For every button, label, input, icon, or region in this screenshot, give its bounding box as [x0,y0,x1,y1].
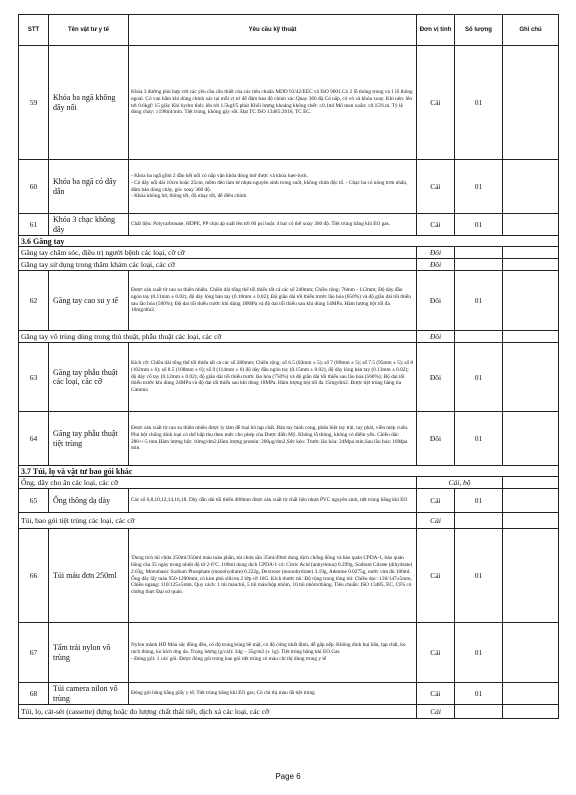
row-spec: Các số 6,8,10,12,14,16,18. Dây dẫn dài tối thiểu 400mm được sản xuất từ chất liệu nhựa PVC nguyên sinh, tiệt trùng bằng khí EO [129,489,417,513]
row-name: Khóa 3 chạc không dây [49,214,129,236]
table-row [19,271,559,331]
header-spec: Yêu cầu kỹ thuật [129,15,417,46]
group-unit: Cái [417,705,455,719]
row-note [503,623,559,683]
row-stt: 60 [19,160,49,214]
section-row [19,236,559,247]
row-unit: Cái [417,623,455,683]
group-label: Túi, lọ, cát-sét (cassette) đựng hoặc đo lượng chất thải tiết, dịch xả các loại, các cỡ [19,705,417,719]
row-unit: Cái [417,46,455,160]
row-stt: 62 [19,271,49,331]
group-unit: Đôi [417,259,455,271]
row-spec: 'Dung tích túi chứa 250ml/350ml máu toàn phần, túi chứa sẵn 35ml/49ml dung dịch chống đông và bảo quản CPDA-1, bảo quản hồng cầu 35 ngày trong nhiệt độ từ 2-6ºC. 100ml dung dịch CPDA-1 có: Citric Acid (anhydrous) 0.299g, Sodium Citrate (dihydrate) 2.63g, Monobasic Sodium Phosphate (monohydrate) 0.222g, Dextrose (monohydrate) 3.19g, Adenine 0.0275g, nước vừa đủ 100ml. Ống dây lấy máu 950-1200mm, có kim phủ silicon 2 lớp cỡ 16G. Kích thước túi: Độ rộng trong lòng túi: Chiều dọc: 136/147±5mm, Chiều ngang: 110/125±5mm. Quy cách: 1 túi máu/túi, 5 túi máu/hộp nhôm, 10 túi nhôm/thùng. Tiêu chuẩn: ISO 13485, EC, CFS có chứng thực Đại sứ quán. [129,529,417,623]
row-spec: Được sản xuất từ cao su thiên nhiên được ly tâm để loại bỏ tạp chất. Bàn tay hình cong, phân biệt tay trái, tay phải, viền mép cuốn. Phủ bột chống dính loại có thể hấp thụ theo mức cho phép của Dược điển Mỹ. Không lỗ thủng, không có điểm yếu. Chiều dài: 280+/-5 mm,Hàm lượng bột: 10mg/dm2,Hàm lượng protein: 200μg/dm2,Sức kéo: Trước lão hóa: 24Mpa min,Sau lão hóa: 18Mpa min. [129,412,417,466]
header-name: Tên vật tư y tế [49,15,129,46]
spec-line: - Đóng gói: 1 cái/ gói. Được đóng gói trong bao gói tiệt trùng có màu chỉ thị dùng trong y tế [131,655,327,662]
supply-spec-table [18,14,559,719]
row-name: Tấm trải nylon vô trùng [49,623,129,683]
header-unit: Đơn vị tính [417,15,455,46]
group-row [19,477,559,489]
row-note [503,412,559,466]
row-spec [129,623,417,683]
row-name: Găng tay cao su y tế [49,271,129,331]
row-spec: Đóng gói bằng bằng giấy y tế; Tiệt trùng bằng khí EO gas; Có chỉ thị màu đã tiệt trùng [129,683,417,705]
table-row [19,623,559,683]
group-row [19,259,559,271]
row-qty: 01 [455,489,503,513]
row-name: Găng tay phẫu thuật tiệt trùng [49,412,129,466]
header-note: Ghi chú [503,15,559,46]
spec-line: - Khóa ba ngã gồm 2 đầu kết nối có nắp vặn khóa đóng mở được và khóa luer-lock. [131,173,309,180]
row-qty: 01 [455,214,503,236]
row-stt: 63 [19,343,49,412]
group-unit: Cái [417,513,455,529]
group-label: Ống, dây cho ăn các loại, các cỡ [19,477,417,489]
row-stt: 59 [19,46,49,160]
row-note [503,214,559,236]
row-name: Túi máu đơn 250ml [49,529,129,623]
group-row [19,513,559,529]
group-label: Găng tay sử dụng trong thăm khám các loại, các cỡ [19,259,417,271]
row-unit: Đôi [417,271,455,331]
row-note [503,271,559,331]
row-note [503,529,559,623]
row-unit: Cái [417,489,455,513]
row-qty: 01 [455,683,503,705]
table-row [19,46,559,160]
row-stt: 67 [19,623,49,683]
group-unit: Đôi [417,247,455,259]
table-row [19,214,559,236]
row-note [503,683,559,705]
section-row [19,466,559,477]
table-row [19,529,559,623]
row-qty: 01 [455,343,503,412]
table-row [19,160,559,214]
row-spec: Chất liệu: Polycarbonate, HDPE, PP chịu áp suất lên tới 60 psi hoặc 4 bar có thể xoay 360 độ. Tiệt trùng bằng khí EO gas. [129,214,417,236]
row-stt: 64 [19,412,49,466]
table-row [19,489,559,513]
row-note [503,343,559,412]
row-name: Khóa ba ngã có dây dẫn [49,160,129,214]
row-spec [129,160,417,214]
table-row [19,343,559,412]
row-note [503,489,559,513]
row-qty: 01 [455,412,503,466]
row-unit: Cái [417,160,455,214]
row-qty: 01 [455,46,503,160]
group-label: Túi, bao gói tiệt trùng các loại, các cỡ [19,513,417,529]
group-unit: Cái, bộ [417,477,503,489]
group-label: Găng tay vô trùng dùng trong thủ thuật, phẫu thuật các loại, các cỡ [19,331,417,343]
row-stt: 66 [19,529,49,623]
header-row [19,15,559,46]
row-name: Khóa ba ngã không dây nối [49,46,129,160]
group-label: Găng tay chăm sóc, điều trị người bệnh các loại, cỡ cỡ [19,247,417,259]
row-qty: 01 [455,271,503,331]
row-name: Ống thông dạ dày [49,489,129,513]
group-row [19,247,559,259]
header-qty: Số lượng [455,15,503,46]
row-name: Túi camera nilon vô trùng [49,683,129,705]
row-qty: 01 [455,623,503,683]
spec-line: - Khóa không hở, thông tốt, độ nhạy tốt, dễ điều chỉnh [131,193,247,200]
row-unit: Đôi [417,412,455,466]
table-row [19,412,559,466]
row-spec: Khóa 3 đường phù hợp với các yêu cầu cần thiết của các tiêu chuẩn MDD 93/42/EEC và ISO 9001.Có 2 lỗ thông trong và 1 lỗ thông ngoài. Có van bấm khi dùng chính xác tại mỗi vị trí để đảm bảo độ chính xác.Quay 360 độ.Có nắp, có vỏ và khóa xoay. Khi nén: lên tới 0.6kgf/ 15 giây Khí hydro tĩnh: lên tới 1.5kgf/5 phút Khối lượng khoảng không chết: ≤0.1ml Mô men xoắn: ≤0.15N.m. Tỷ lệ dòng chảy: ≥198ml/min. Tiệt trùng, không gây sốt. Đạt TC ISO 13485:2016, TC EC. [129,46,417,160]
row-unit: Cái [417,214,455,236]
row-stt: 65 [19,489,49,513]
row-spec: Được sản xuất từ cao su thiên nhiên. Chiều dài tổng thể tối thiểu tất cả các số 240mm; Chiều rộng: 76mm - 113mm; Độ dày đầu ngón tay (0.11mm ± 0.02), độ dày lòng bàn tay (0.10mm ± 0.02); Độ giãn dài tối thiểu trước lão hóa (650%) và độ giãn dài tối thiểu sau lão hóa (500%); Độ dai tối thiểu trước khi dùng 18MPa và độ dai tối thiểu sau khi dùng 14MPa. Hàm lượng bột tối đa 10mg/dm2. [129,271,417,331]
spec-line: - Có dây nối dài 10cm hoặc 25cm, mềm dẻo làm từ nhựa nguyên sinh trong suốt, không chứa độc tố. - Chạc ba có nòng trơn nhẵn, đảm bảo dòng chảy, góc xoay 360 độ. [131,179,408,193]
row-qty: 01 [455,160,503,214]
section-title: 3.7 Túi, lọ và vật tư bao gói khác [19,466,559,477]
row-unit: Đôi [417,343,455,412]
spec-line: Nylon mành HD Màu sắc đồng đều, có độ trong,bóng bề mặt, có độ cứng nhất định, dễ gấp nếp. Không dính bụi bẩn, tạp chất, ko rách thủng, ko kích ứng da. Trọng lượng (g/cái): 34g – 35g/m2 (± 1g). Tiệt trùng bằng khí EO.Gas [131,642,406,656]
row-stt: 68 [19,683,49,705]
header-stt: STT [19,15,49,46]
row-unit: Cái [417,529,455,623]
group-row [19,331,559,343]
row-unit: Cái [417,683,455,705]
page-number: Page 6 [275,772,301,781]
row-stt: 61 [19,214,49,236]
table-row [19,683,559,705]
section-title: 3.6 Găng tay [19,236,559,247]
row-name: Găng tay phẫu thuật các loại, các cỡ [49,343,129,412]
group-unit: Đôi [417,331,455,343]
row-qty: 01 [455,529,503,623]
row-spec: Kích cỡ: Chiều dài tổng thể tối thiểu tất cả các số 280mm; Chiều rộng: số 6.5 (83mm ± 5); số 7 (89mm ± 5); số 7.5 (95mm ± 5); số 8 (102mm ± 6); số 8.5 (108mm ± 6); số 9 (114mm ± 6) độ dày đầu ngón tay (0.15mm ± 0.02), độ dày lòng bàn tay (0.13mm ± 0.02); độ dày cổ tay (0.12mm ± 0.02); độ giãn dài tối thiểu trước lão hóa (750%) và độ giãn dài tối thiểu sau lão hóa (560%); Độ dai tối thiểu trước khi dùng 24MPa và độ dai tối thiểu sau khi dùng 18MPa. Hàm lượng bột tối đa 15mg/dm2. Được tiệt trùng bằng tia Gamma [129,343,417,412]
group-row [19,705,559,719]
row-note [503,160,559,214]
row-note [503,46,559,160]
